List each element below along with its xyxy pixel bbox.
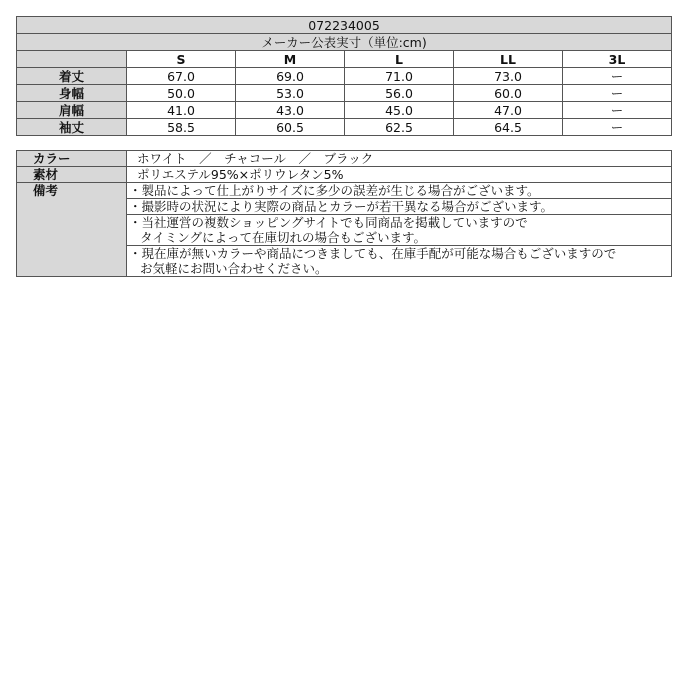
cell-value: 73.0 <box>454 68 563 85</box>
cell-value: 58.5 <box>127 119 236 136</box>
note-item <box>127 215 672 246</box>
cell-value: 62.5 <box>345 119 454 136</box>
table-row <box>17 68 672 85</box>
table-row <box>17 119 672 136</box>
notes-row <box>17 183 672 199</box>
cell-value: 67.0 <box>127 68 236 85</box>
cell-value: ー <box>563 85 672 102</box>
row-label: 身幅 <box>17 85 127 102</box>
unit-caption: メーカー公表実寸（単位:cm) <box>17 34 672 51</box>
material-row <box>17 167 672 183</box>
cell-value: ー <box>563 119 672 136</box>
note-item <box>127 183 672 199</box>
cell-value: 69.0 <box>236 68 345 85</box>
note-line: ・製品によって仕上がりサイズに多少の誤差が生じる場合がございます。 <box>129 183 540 198</box>
table-row <box>17 85 672 102</box>
info-table <box>16 150 672 277</box>
cell-value: 47.0 <box>454 102 563 119</box>
size-col-header: M <box>236 51 345 68</box>
cell-value: 41.0 <box>127 102 236 119</box>
cell-value: 45.0 <box>345 102 454 119</box>
cell-value: ー <box>563 68 672 85</box>
cell-value: 56.0 <box>345 85 454 102</box>
color-label: カラー <box>17 151 127 167</box>
note-line: ・当社運営の複数ショッピングサイトでも同商品を掲載していますので <box>129 215 528 230</box>
cell-value: 64.5 <box>454 119 563 136</box>
size-col-header: 3L <box>563 51 672 68</box>
cell-value: 53.0 <box>236 85 345 102</box>
material-value: ポリエステル95%×ポリウレタン5% <box>127 167 672 183</box>
note-line: ・撮影時の状況により実際の商品とカラーが若干異なる場合がございます。 <box>129 199 554 214</box>
note-line: お気軽にお問い合わせください。 <box>140 261 328 276</box>
material-label: 素材 <box>17 167 127 183</box>
color-value: ホワイト ／ チャコール ／ ブラック <box>127 151 672 167</box>
cell-value: 60.0 <box>454 85 563 102</box>
note-line: タイミングによって在庫切れの場合もございます。 <box>140 230 427 245</box>
cell-value: 50.0 <box>127 85 236 102</box>
notes-label: 備考 <box>17 183 127 277</box>
table-row <box>17 102 672 119</box>
size-header-row <box>17 51 672 68</box>
note-line: ・現在庫が無いカラーや商品につきましても、在庫手配が可能な場合もございますので <box>129 246 617 261</box>
note-item <box>127 246 672 277</box>
size-col-header: L <box>345 51 454 68</box>
product-code: 072234005 <box>17 17 672 34</box>
color-row <box>17 151 672 167</box>
row-label: 袖丈 <box>17 119 127 136</box>
cell-value: ー <box>563 102 672 119</box>
size-table <box>16 16 672 136</box>
cell-value: 71.0 <box>345 68 454 85</box>
cell-value: 60.5 <box>236 119 345 136</box>
note-item <box>127 199 672 215</box>
cell-value: 43.0 <box>236 102 345 119</box>
row-label: 肩幅 <box>17 102 127 119</box>
corner-cell <box>17 51 127 68</box>
row-label: 着丈 <box>17 68 127 85</box>
size-col-header: LL <box>454 51 563 68</box>
size-col-header: S <box>127 51 236 68</box>
